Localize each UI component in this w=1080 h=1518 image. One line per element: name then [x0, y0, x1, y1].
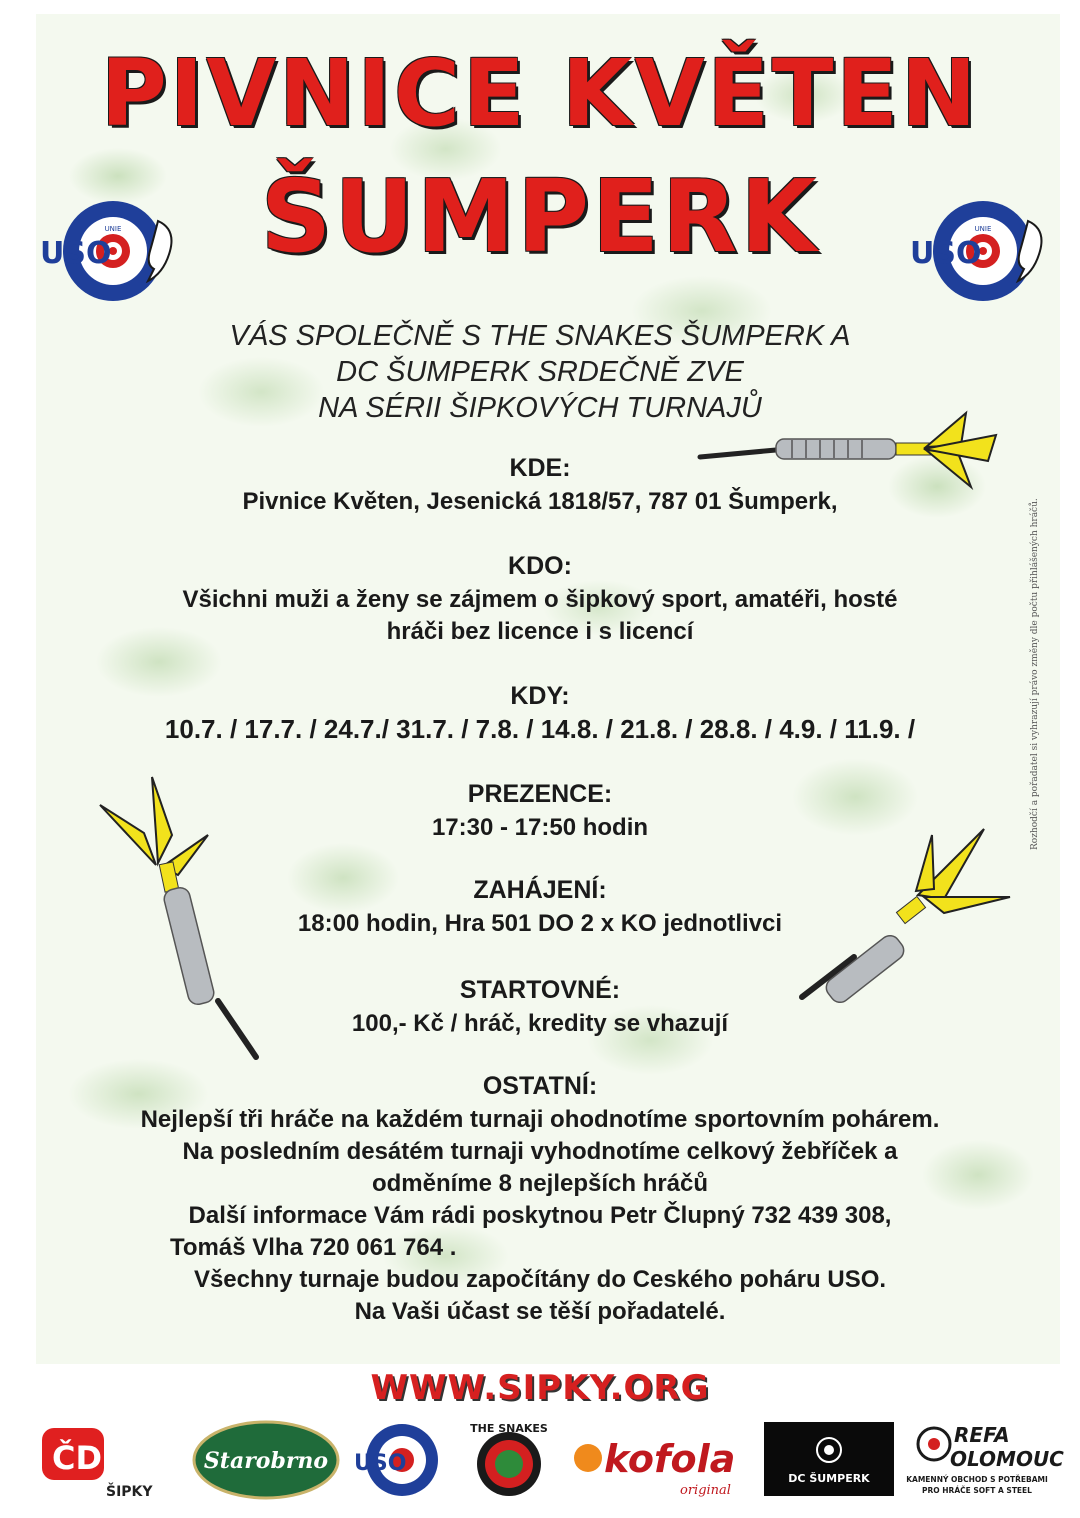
kdo-line1: Všichni muži a ženy se zájmem o šipkový sport, amatéři, hosté [182, 586, 898, 613]
side-note-text: Rozhodčí a pořadatel si vyhrazují právo změny dle počtu přihlášených hráčů. [1030, 498, 1040, 850]
ostatni-line7: Na Vaši účast se těší pořadatelé. [354, 1298, 726, 1325]
kofola-logo [568, 1420, 738, 1500]
ostatni-label: OSTATNÍ: [482, 1072, 598, 1100]
svg-text:OLOMOUC: OLOMOUC [950, 1447, 1064, 1471]
startovne-text: 100,- Kč / hráč, kredity se vhazují [351, 1010, 729, 1037]
intro-line3: NA SÉRII ŠIPKOVÝCH TURNAJŮ [318, 392, 762, 424]
svg-text:THE SNAKES: THE SNAKES [470, 1422, 548, 1435]
ostatni-line6: Všechny turnaje budou započítány do Ceského poháru USO. [193, 1266, 887, 1293]
uso-logo-footer [352, 1420, 452, 1500]
website-url[interactable]: WWW.SIPKY.ORG [370, 1368, 710, 1408]
svg-text:ŠIPKY: ŠIPKY [106, 1484, 153, 1500]
kdy-label: KDY: [510, 682, 570, 710]
title-line2: ŠUMPERK [260, 158, 820, 275]
cds-sipky-logo [38, 1420, 178, 1500]
refa-olomouc-logo [904, 1420, 1064, 1500]
ostatni-line2: Na posledním desátém turnaji vyhodnotíme celkový žebříček a [182, 1138, 898, 1165]
uso-logo-right [908, 196, 1058, 306]
the-snakes-logo [464, 1420, 554, 1500]
title-line1: PIVNICE KVĚTEN [100, 40, 980, 147]
prezence-text: 17:30 - 17:50 hodin [431, 814, 649, 841]
svg-text:USO: USO [354, 1451, 407, 1476]
svg-text:ČDS: ČDS [52, 1439, 126, 1477]
kdo-text [0, 584, 1080, 648]
kdo-label: KDO: [508, 552, 572, 580]
ostatni-text [0, 1104, 1080, 1328]
svg-text:UNIE: UNIE [104, 225, 122, 233]
uso-logo-left [38, 196, 188, 306]
svg-text:original: original [680, 1483, 731, 1498]
svg-text:kofola: kofola [604, 1437, 736, 1481]
kdo-line2: hráči bez licence i s licencí [386, 618, 694, 645]
ostatni-line1: Nejlepší tři hráče na každém turnaji ohodnotíme sportovním pohárem. [140, 1106, 940, 1133]
ostatni-line3: odměníme 8 nejlepších hráčů [371, 1170, 709, 1197]
zahajeni-label: ZAHÁJENÍ: [473, 876, 607, 904]
ostatni-line5: Tomáš Vlha 720 061 764 . [170, 1234, 457, 1261]
kde-text: Pivnice Květen, Jesenická 1818/57, 787 01 Šumperk, [242, 488, 838, 515]
side-note [1030, 440, 1050, 850]
svg-text:DC ŠUMPERK: DC ŠUMPERK [788, 1472, 870, 1485]
starobrno-logo [192, 1420, 340, 1500]
intro-line1: VÁS SPOLEČNĚ S THE SNAKES ŠUMPERK A [229, 320, 851, 352]
svg-text:USO: USO [40, 236, 112, 271]
intro-line2: DC ŠUMPERK SRDEČNĚ ZVE [336, 356, 744, 388]
prezence-label: PREZENCE: [467, 780, 613, 808]
svg-text:USO: USO [910, 236, 982, 271]
svg-text:UNIE: UNIE [974, 225, 992, 233]
ostatni-line4: Další informace Vám rádi poskytnou Petr Člupný 732 439 308, [188, 1202, 892, 1229]
dc-sumperk-logo [764, 1420, 894, 1500]
svg-text:KAMENNÝ OBCHOD S POTŘEBAMI: KAMENNÝ OBCHOD S POTŘEBAMI [906, 1475, 1048, 1484]
kde-label: KDE: [509, 454, 571, 482]
kdy-dates: 10.7. / 17.7. / 24.7./ 31.7. / 7.8. / 14.8. / 21.8. / 28.8. / 4.9. / 11.9. / [164, 714, 916, 744]
startovne-label: STARTOVNÉ: [459, 976, 621, 1004]
svg-text:Starobrno: Starobrno [203, 1448, 329, 1474]
svg-text:REFA: REFA [954, 1423, 1010, 1447]
zahajeni-text: 18:00 hodin, Hra 501 DO 2 x KO jednotlivci [297, 910, 783, 937]
svg-text:PRO HRÁČE SOFT A STEEL: PRO HRÁČE SOFT A STEEL [922, 1486, 1032, 1495]
